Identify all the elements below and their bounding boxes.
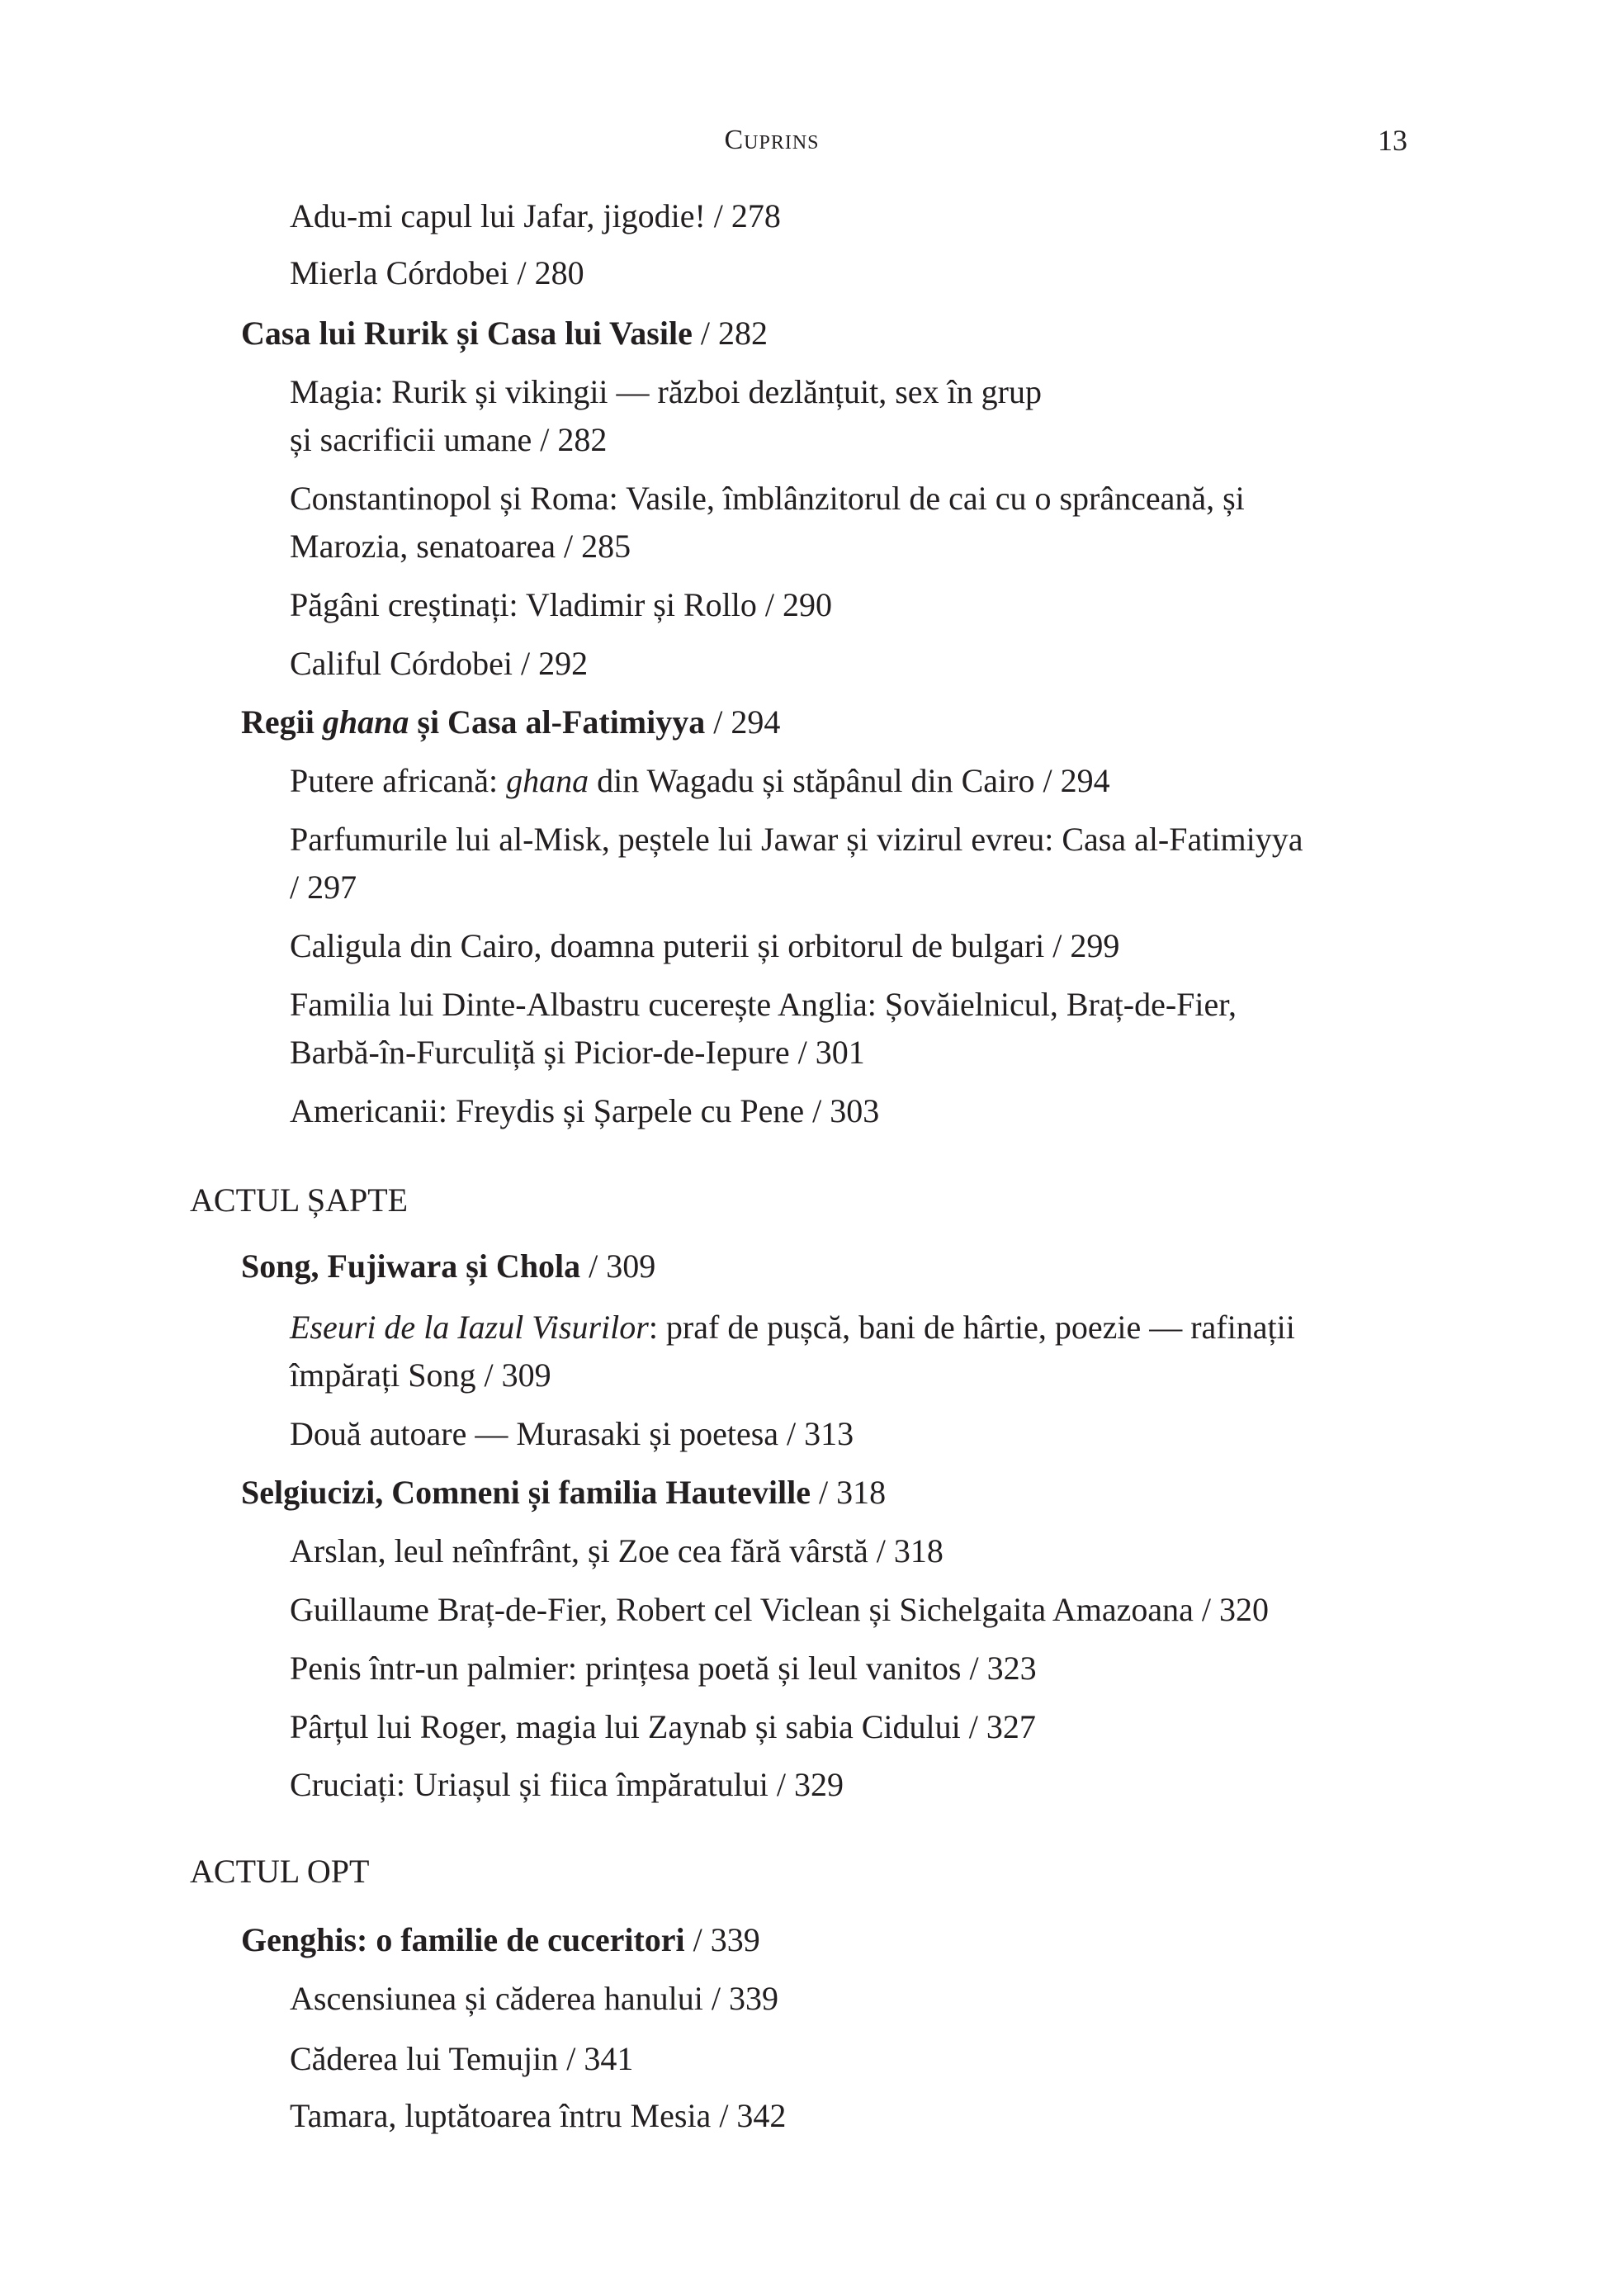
- toc-item-entry: [290, 1527, 944, 1575]
- entry-text: / 294: [705, 703, 781, 741]
- entry-text: Americanii: Freydis și Șarpele cu Pene / 303: [290, 1092, 880, 1129]
- header-title: Cuprins: [724, 125, 820, 155]
- toc-entry-line: [290, 192, 781, 240]
- entry-text-italic: Eseuri de la Iazul Visurilor: [290, 1309, 649, 1346]
- toc-entry-line: [290, 864, 1303, 911]
- entry-text: Ascensiunea și căderea hanului / 339: [290, 1980, 779, 2017]
- toc-item-entry: [290, 1410, 854, 1458]
- toc-item-entry: [290, 1645, 1037, 1692]
- entry-text: Parfumurile lui al-Misk, peștele lui Jawar și vizirul evreu: Casa al-Fatimiyya: [290, 821, 1303, 858]
- entry-title-bold: și Casa al-Fatimiyya: [409, 703, 706, 741]
- entry-title-bold: Genghis: o familie de cuceritori: [241, 1921, 685, 1958]
- toc-section-entry: [241, 698, 780, 746]
- page-number: 13: [1378, 124, 1407, 157]
- toc-entry-line: [290, 1975, 778, 2023]
- entry-text: ACTUL ȘAPTE: [190, 1181, 409, 1219]
- toc-entry-line: [290, 981, 1237, 1029]
- toc-entry-line: [290, 1087, 879, 1135]
- entry-text: Marozia, senatoarea / 285: [290, 528, 631, 565]
- toc-section-entry: [241, 310, 768, 357]
- toc-item-entry: [290, 1975, 778, 2023]
- entry-text: Penis într-un palmier: prințesa poetă și leul vanitos / 323: [290, 1650, 1037, 1687]
- toc-item-entry: [290, 816, 1303, 911]
- toc-section-entry: [241, 1243, 655, 1290]
- entry-text: Mierla Córdobei / 280: [290, 254, 584, 291]
- toc-entry-line: [290, 1410, 854, 1458]
- entry-text: ACTUL OPT: [190, 1853, 370, 1890]
- entry-text: / 282: [692, 315, 768, 352]
- toc-item-entry: [290, 1304, 1295, 1399]
- toc-item-entry: [290, 981, 1237, 1077]
- entry-text: / 339: [684, 1921, 760, 1958]
- entry-text: și sacrificii umane / 282: [290, 421, 608, 458]
- entry-title-bold: ghana: [322, 703, 409, 741]
- toc-entry-line: [190, 1848, 369, 1896]
- entry-text: Califul Córdobei / 292: [290, 645, 589, 682]
- toc-entry-line: [290, 581, 832, 629]
- toc-entry-line: [241, 1243, 655, 1290]
- entry-text: Constantinopol și Roma: Vasile, îmblânzitorul de cai cu o sprânceană, și: [290, 480, 1245, 517]
- toc-entry-line: [290, 922, 1119, 970]
- toc-item-entry: [290, 1087, 879, 1135]
- toc-item-entry: [290, 368, 1042, 464]
- toc-entry-line: [190, 1176, 408, 1224]
- toc-entry-line: [290, 416, 1042, 464]
- entry-text: Caligula din Cairo, doamna puterii și orbitorul de bulgari / 299: [290, 927, 1120, 964]
- toc-item-entry: [290, 922, 1119, 970]
- entry-text: / 318: [810, 1474, 887, 1511]
- entry-text: / 309: [580, 1247, 656, 1285]
- toc-item-entry: [290, 2035, 633, 2083]
- toc-entry-line: [290, 475, 1245, 523]
- toc-item-entry: [290, 249, 584, 297]
- toc-item-entry: [290, 640, 588, 688]
- toc-item-entry: [290, 1586, 1269, 1634]
- entry-text: Magia: Rurik și vikingii — război dezlănțuit, sex în grup: [290, 373, 1042, 410]
- entry-text: Două autoare — Murasaki și poetesa / 313: [290, 1415, 854, 1452]
- toc-entry-line: [241, 698, 780, 746]
- entry-text: Pârțul lui Roger, magia lui Zaynab și sabia Cidului / 327: [290, 1708, 1036, 1745]
- entry-text-italic: ghana: [506, 762, 589, 799]
- entry-title-bold: Song, Fujiwara și Chola: [241, 1247, 581, 1285]
- toc-item-entry: [290, 192, 781, 240]
- entry-text: din Wagadu și stăpânul din Cairo / 294: [589, 762, 1110, 799]
- toc-entry-line: [290, 1304, 1295, 1352]
- toc-section-entry: [241, 1469, 886, 1517]
- toc-item-entry: [290, 2092, 786, 2140]
- entry-text: Cruciați: Uriașul și fiica împăratului / 329: [290, 1766, 844, 1803]
- entry-text: : praf de pușcă, bani de hârtie, poezie — rafinații: [648, 1309, 1295, 1346]
- toc-entry-line: [290, 1703, 1036, 1751]
- toc-item-entry: [290, 475, 1245, 570]
- toc-entry-line: [290, 757, 1110, 805]
- toc-entry-line: [290, 816, 1303, 864]
- toc-entry-line: [241, 1916, 760, 1964]
- entry-text: împărați Song / 309: [290, 1356, 551, 1394]
- entry-text: / 297: [290, 869, 357, 906]
- entry-text: Căderea lui Temujin / 341: [290, 2040, 634, 2077]
- toc-entry-line: [241, 1469, 886, 1517]
- toc-act-heading: [190, 1848, 369, 1896]
- toc-entry-line: [290, 1586, 1269, 1634]
- toc-item-entry: [290, 581, 832, 629]
- entry-text: Adu-mi capul lui Jafar, jigodie! / 278: [290, 197, 781, 234]
- toc-item-entry: [290, 1761, 844, 1809]
- entry-text: Păgâni creștinați: Vladimir și Rollo / 290: [290, 586, 832, 623]
- toc-item-entry: [290, 757, 1110, 805]
- toc-act-heading: [190, 1176, 408, 1224]
- entry-text: Arslan, leul neînfrânt, și Zoe cea fără vârstă / 318: [290, 1532, 944, 1569]
- toc-entry-line: [290, 523, 1245, 570]
- toc-section-entry: [241, 1916, 760, 1964]
- entry-title-bold: Regii: [241, 703, 323, 741]
- toc-entry-line: [290, 1645, 1037, 1692]
- toc-entry-line: [290, 368, 1042, 416]
- toc-entry-line: [290, 1352, 1295, 1399]
- toc-item-entry: [290, 1703, 1036, 1751]
- toc-entry-line: [290, 1029, 1237, 1077]
- entry-text: Familia lui Dinte-Albastru cucerește Anglia: Șovăielnicul, Braț-de-Fier,: [290, 986, 1237, 1023]
- entry-title-bold: Casa lui Rurik și Casa lui Vasile: [241, 315, 693, 352]
- toc-entry-line: [241, 310, 768, 357]
- toc-entry-line: [290, 1761, 844, 1809]
- entry-text: Barbă-în-Furculiță și Picior-de-Iepure / 301: [290, 1034, 865, 1071]
- toc-entry-line: [290, 640, 588, 688]
- entry-text: Guillaume Braț-de-Fier, Robert cel Viclean și Sichelgaita Amazoana / 320: [290, 1591, 1269, 1628]
- toc-entry-line: [290, 249, 584, 297]
- toc-entry-line: [290, 1527, 944, 1575]
- toc-entry-line: [290, 2092, 786, 2140]
- entry-text: Putere africană:: [290, 762, 507, 799]
- entry-title-bold: Selgiucizi, Comneni și familia Hauteville: [241, 1474, 811, 1511]
- toc-entry-line: [290, 2035, 633, 2083]
- entry-text: Tamara, luptătoarea întru Mesia / 342: [290, 2097, 787, 2134]
